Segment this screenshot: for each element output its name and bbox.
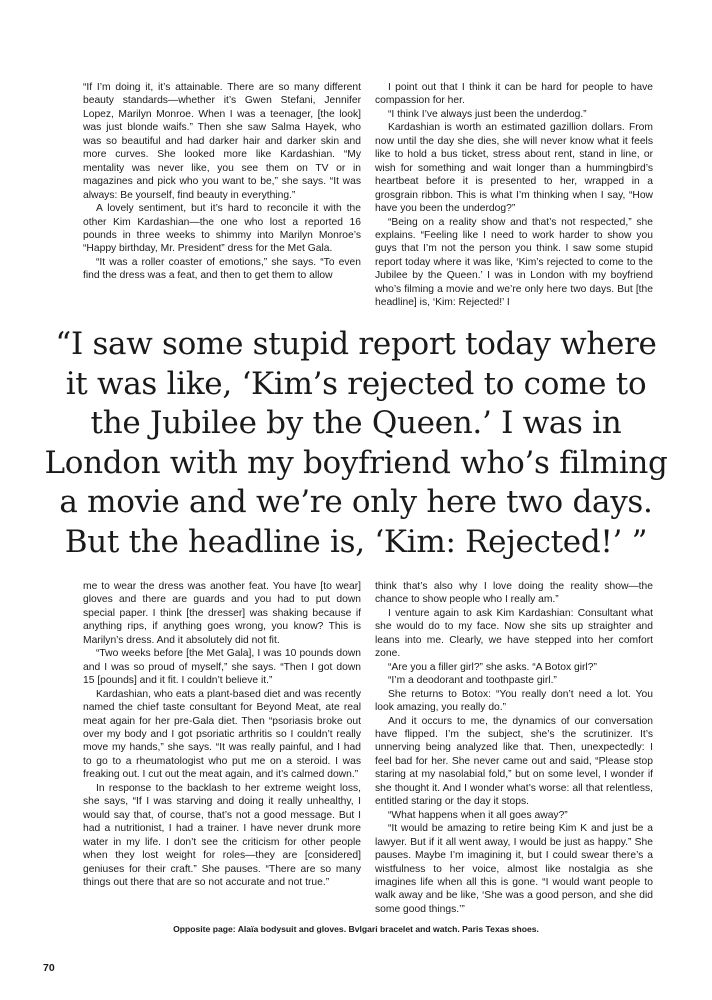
paragraph: “Two weeks before [the Met Gala], I was 10 pounds down and I was so proud of myself,” she says. “Then I got down 15 [pounds] and it fit. I couldn’t believe it.” <box>83 648 361 687</box>
paragraph: me to wear the dress was another feat. You have [to wear] gloves and there are guards and you had to put down special paper. I think [the dresser] was shaking because if anything rips, if anything goes wrong, you know? This is Marilyn’s dress. And it absolutely did not fit. <box>83 581 361 646</box>
pull-quote: “I saw some stupid report today where it was like, ‘Kim’s rejected to come to the Jubilee by the Queen.’ I was in London with my boyfriend who’s filming a movie and we’re only here two days. But the headline is, ‘Kim: Rejected!’ ” <box>44 326 668 560</box>
paragraph: “Are you a filler girl?” she asks. “A Botox girl?” <box>388 661 597 673</box>
paragraph: A lovely sentiment, but it’s hard to reconcile it with the other Kim Kardashian—the one who lost a reported 16 pounds in three weeks to shimmy into Marilyn Monroe’s “Happy birthday, Mr. President” dress for the Met Gala. <box>83 203 361 255</box>
paragraph: “I’m a deodorant and toothpaste girl.” <box>388 675 557 687</box>
paragraph: “It was a roller coaster of emotions,” she says. “To even find the dress was a feat, and then to get them to allow <box>83 256 361 282</box>
article-column-bottom-left <box>83 580 361 889</box>
paragraph: “It would be amazing to retire being Kim K and just be a lawyer. But if it all went away, I would be just as happy.” She pauses. Maybe I’m imagining it, but I could swear there’s a wistfulness to her voice, almost like nostalgia as she imagines life when all this is gone. “I would want people to walk away and be like, ‘She was a good person, and she did some good things.’” <box>375 823 653 915</box>
article-column-top-left <box>83 81 361 283</box>
article-column-bottom-right <box>375 580 653 916</box>
paragraph: And it occurs to me, the dynamics of our conversation have flipped. I’m the subject, she’s the scrutinizer. It’s unnerving being analyzed like that. Then, unexpectedly: I feel bad for her. She never came out and said, “Please stop staring at my nasolabial fold,” but on some level, I wonder if she thought it. And I wonder what’s worse: all that relentless, entitled staring or the day it stops. <box>375 715 653 808</box>
paragraph: “What happens when it all goes away?” <box>388 809 568 821</box>
photo-caption: Opposite page: Alaïa bodysuit and gloves. Bvlgari bracelet and watch. Paris Texas shoes. <box>173 924 539 934</box>
paragraph: “Being on a reality show and that’s not respected,” she explains. “Feeling like I need to work harder to show you guys that I’m not the person you think. I saw some stupid report today where it was like, ‘Kim’s rejected to come to the Jubilee by the Queen.’ I was in London with my boyfriend who’s filming a movie and we’re only here two days. But [the headline] is, ‘Kim: Rejected!’ I <box>375 216 653 309</box>
paragraph: Kardashian, who eats a plant-based diet and was recently named the chief taste consultant for Beyond Meat, ate real meat again for her pre-Gala diet. Then “psoriasis broke out over my body and I got psoriatic arthritis so I couldn’t really move my hands,” she says. “It was really painful, and I had to go to a rheumatologist who put me on a steroid. I was freaking out. I cut out the meat again, and it’s calmed down.” <box>83 688 361 781</box>
paragraph: “I think I’ve always just been the underdog.” <box>388 108 587 120</box>
article-column-top-right <box>375 81 653 310</box>
paragraph: think that’s also why I love doing the reality show—the chance to show people who I really am.” <box>375 581 653 606</box>
paragraph: Kardashian is worth an estimated gazillion dollars. From now until the day she dies, she will never know what it feels like to hold a bus ticket, stress about rent, stand in line, or wish for something and wait longer than a hummingbird’s heartbeat before it is presented to her, wrapped in a grosgrain ribbon. This is what I’m thinking when I say, “How have you been the underdog?” <box>375 122 653 215</box>
paragraph: In response to the backlash to her extreme weight loss, she says, “If I was starving and doing it really unhealthy, I would say that, of course, that’s not a good message. But I had a nutritionist, I had a trainer. I have never drunk more water in my life. I don’t see the criticism for other people when they lost weight for roles—they are [considered] geniuses for their craft.” She pauses. “There are so many things out there that are so not accurate and not true.” <box>83 782 361 888</box>
paragraph: I point out that I think it can be hard for people to have compassion for her. <box>375 82 653 107</box>
paragraph: She returns to Botox: “You really don’t need a lot. You look amazing, you really do.” <box>375 688 653 714</box>
page-number: 70 <box>43 962 55 974</box>
paragraph: I venture again to ask Kim Kardashian: Consultant what she would do to my face. Now she sits up straighter and leans into me. Clearly, we have stepped into her comfort zone. <box>375 607 653 660</box>
paragraph: “If I’m doing it, it’s attainable. There are so many different beauty standards—whether it’s Gwen Stefani, Jennifer Lopez, Marilyn Monroe. When I was a teenager, [the look] was just blonde waifs.” Then she saw Salma Hayek, who was so beautiful and had darker hair and darker skin and more curves. She looked more like Kardashian. “My mentality was never like, you see them on TV or in magazines and pick who you want to be,” she says. “It was always: Be yourself, find beauty in everything.” <box>83 82 361 201</box>
